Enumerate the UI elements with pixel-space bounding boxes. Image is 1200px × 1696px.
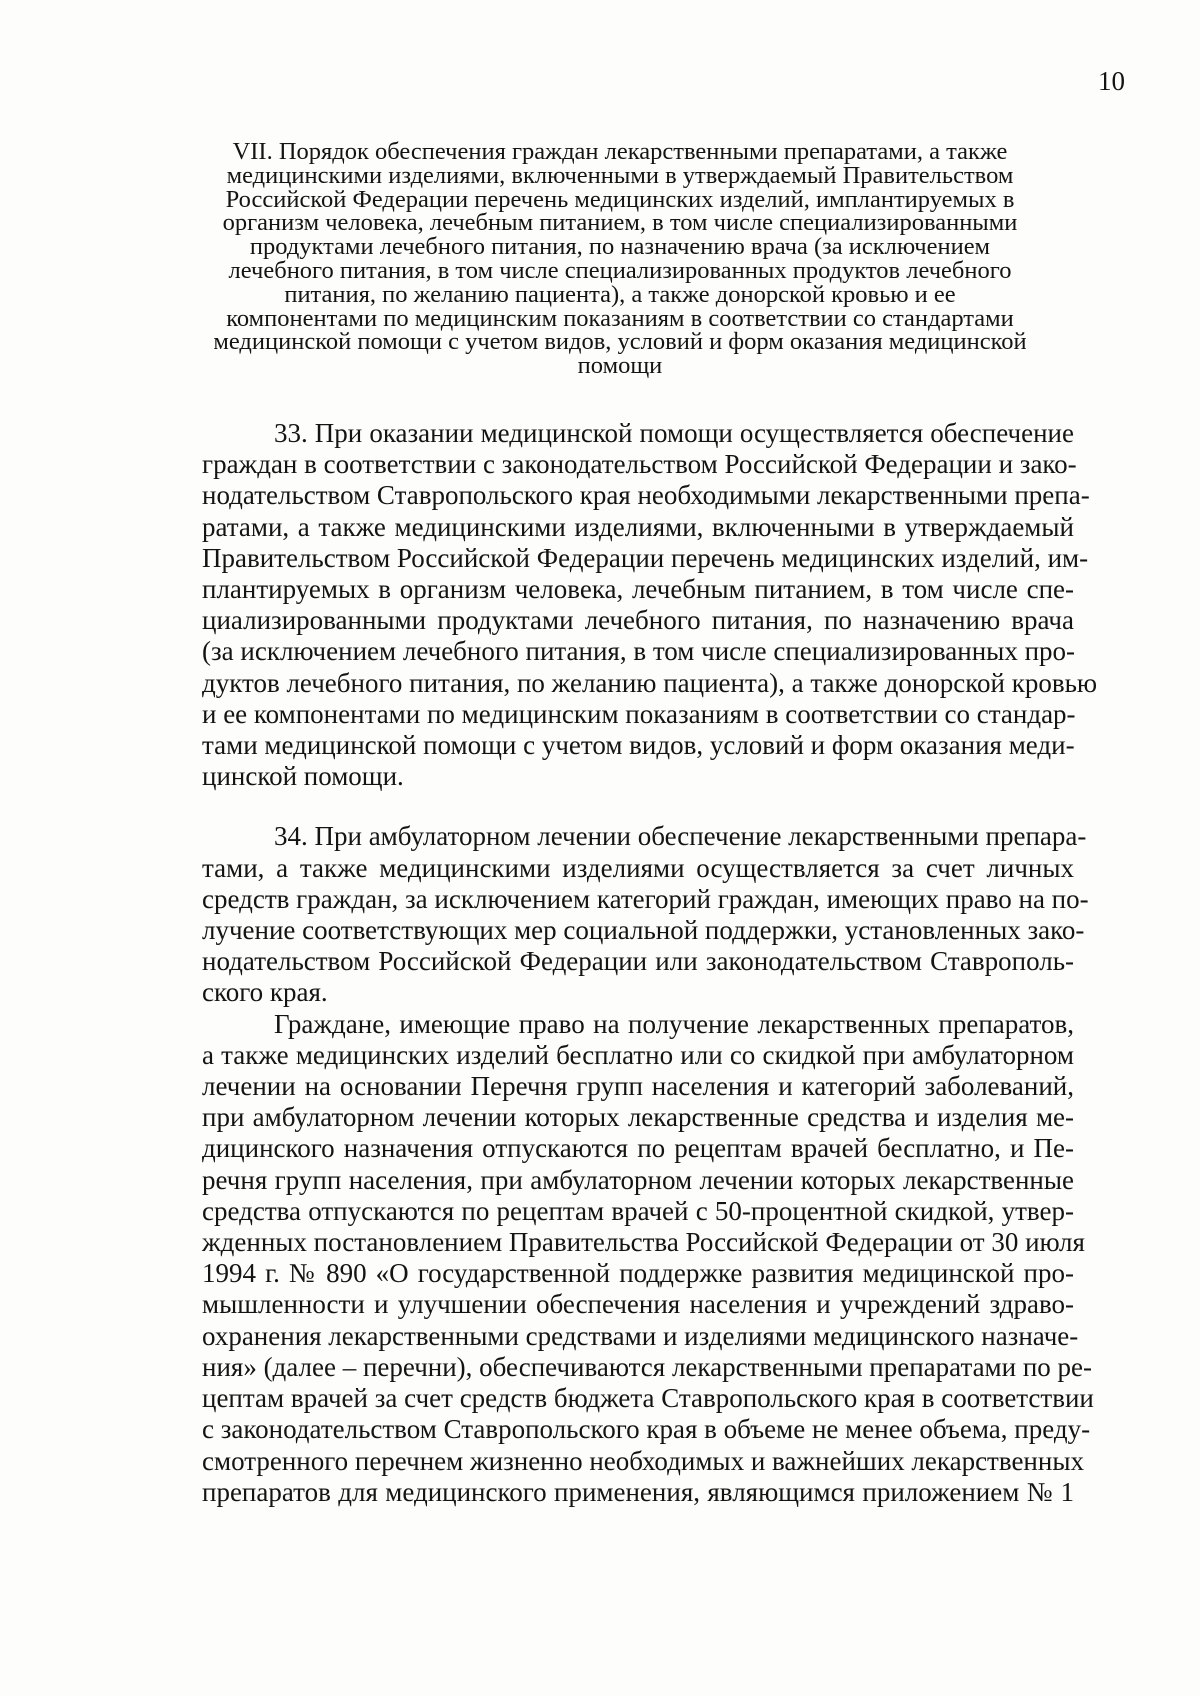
page-number: 10 <box>1098 66 1125 96</box>
text-line: дицинского назначения отпускаются по рецептам врачей бесплатно, и Пе- <box>202 1133 1074 1164</box>
text-line: цинской помощи. <box>202 761 404 792</box>
paragraph-33 <box>202 418 1098 792</box>
heading-line: медицинской помощи с учетом видов, условий и форм оказания медицинской <box>213 328 1027 356</box>
text-line: смотренного перечнем жизненно необходимых и важнейших лекарственных <box>202 1445 1084 1476</box>
text-line: средств граждан, за исключением категорий граждан, имеющих право на по- <box>202 883 1089 914</box>
heading-line: организм человека, лечебным питанием, в том числе специализированными <box>222 209 1018 237</box>
text-line: при амбулаторном лечении которых лекарственные средства и изделия ме- <box>202 1102 1074 1133</box>
text-line: ратами, а также медицинскими изделиями, включенными в утверждаемый <box>202 511 1074 542</box>
text-line: с законодательством Ставропольского края в объеме не менее объема, преду- <box>202 1414 1091 1445</box>
text-line: 34. При амбулаторном лечении обеспечение лекарственными препара- <box>274 821 1087 852</box>
text-line: нодательством Ставропольского края необходимыми лекарственными препа- <box>202 480 1090 511</box>
text-line: препаратов для медицинского применения, являющимся приложением № 1 <box>202 1476 1074 1507</box>
text-line: дуктов лечебного питания, по желанию пациента), а также донорской кровью <box>202 667 1098 698</box>
text-line: Граждане, имеющие право на получение лекарственных препаратов, <box>274 1008 1074 1039</box>
paragraph-citizens <box>202 1008 1094 1508</box>
heading-line: VII. Порядок обеспечения граждан лекарственными препаратами, а также <box>232 138 1008 165</box>
heading-line: медицинскими изделиями, включенными в утверждаемый Правительством <box>226 161 1014 189</box>
text-line: охранения лекарственными средствами и изделиями медицинского назначе- <box>202 1320 1079 1351</box>
text-line: цептам врачей за счет средств бюджета Ставропольского края в соответствии <box>202 1383 1094 1414</box>
text-line: Правительством Российской Федерации перечень медицинских изделий, им- <box>202 542 1089 573</box>
text-line: (за исключением лечебного питания, в том числе специализированных про- <box>202 636 1076 667</box>
text-line: 33. При оказании медицинской помощи осуществляется обеспечение <box>274 418 1074 448</box>
text-line: 1994 г. № 890 «О государственной поддержке развития медицинской про- <box>202 1258 1074 1289</box>
text-line: а также медицинских изделий бесплатно или со скидкой при амбулаторном <box>202 1039 1074 1070</box>
text-line: жденных постановлением Правительства Российской Федерации от 30 июля <box>202 1227 1085 1258</box>
heading-line: Российской Федерации перечень медицинских изделий, имплантируемых в <box>225 185 1015 213</box>
text-line: ского края. <box>202 977 328 1008</box>
text-line: ния» (далее – перечни), обеспечиваются лекарственными препаратами по ре- <box>202 1351 1093 1382</box>
text-line: нодательством Российской Федерации или законодательством Ставрополь- <box>202 946 1074 977</box>
text-line: тами, а также медицинскими изделиями осуществляется за счет личных <box>202 852 1074 883</box>
text-line: средства отпускаются по рецептам врачей с 50-процентной скидкой, утвер- <box>202 1195 1074 1226</box>
text-line: циализированными продуктами лечебного питания, по назначению врача <box>202 605 1074 636</box>
text-line: плантируемых в организм человека, лечебным питанием, в том числе спе- <box>202 574 1074 605</box>
paragraph-34 <box>202 821 1089 1008</box>
text-line: лечении на основании Перечня групп населения и категорий заболеваний, <box>202 1071 1074 1102</box>
text-line: речня групп населения, при амбулаторном лечении которых лекарственные <box>202 1164 1074 1195</box>
section-heading <box>180 140 1060 378</box>
text-line: тами медицинской помощи с учетом видов, условий и форм оказания меди- <box>202 730 1075 761</box>
paragraph-spacer <box>202 792 1074 821</box>
heading-line: помощи <box>577 352 663 380</box>
heading-line: питания, по желанию пациента), а также донорской кровью и ее <box>284 280 956 308</box>
heading-line: компонентами по медицинским показаниям в соответствии со стандартами <box>226 304 1014 332</box>
text-line: лучение соответствующих мер социальной поддержки, установленных зако- <box>202 915 1085 946</box>
heading-line: продуктами лечебного питания, по назначению врача (за исключением <box>249 233 991 261</box>
heading-line: лечебного питания, в том числе специализированных продуктов лечебного <box>228 256 1012 284</box>
text-line: и ее компонентами по медицинским показаниям в соответствии со стандар- <box>202 698 1076 729</box>
document-body <box>202 418 1098 1508</box>
text-line: граждан в соответствии с законодательством Российской Федерации и зако- <box>202 449 1077 480</box>
text-line: мышленности и улучшении обеспечения населения и учреждений здраво- <box>202 1289 1074 1320</box>
